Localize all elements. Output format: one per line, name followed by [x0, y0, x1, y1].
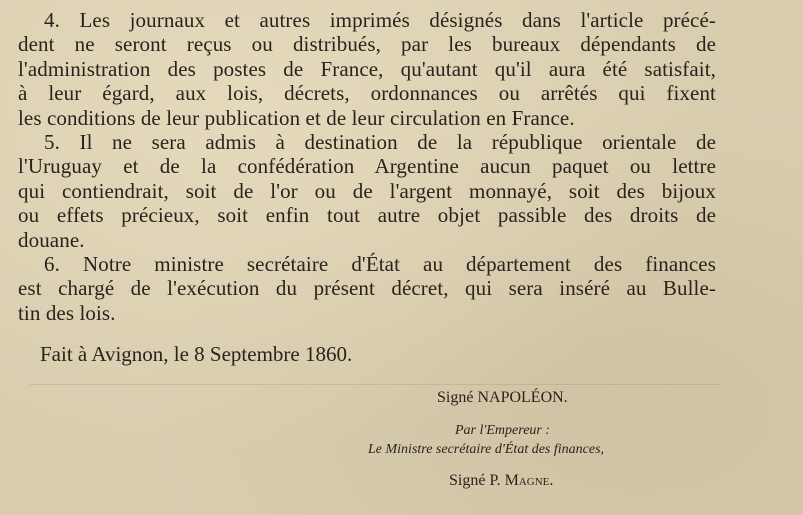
article-5-line-2: l'Uruguay et de la confédération Argentine aucun paquet ou lettre — [18, 154, 716, 179]
article-5-line-4: ou effets précieux, soit enfin tout autre objet passible des droits de — [18, 203, 716, 228]
decree-body — [18, 8, 716, 325]
signature-napoleon — [437, 389, 568, 407]
par-l-empereur: Par l'Empereur : — [455, 423, 551, 438]
article-5 — [18, 130, 716, 252]
signature-napoleon-name: NAPOLÉON. — [477, 389, 568, 406]
ministre-des-finances: Le Ministre secrétaire d'État des finances, — [368, 442, 605, 457]
article-5-line-1: 5. Il ne sera admis à destination de la république orientale de — [44, 130, 716, 155]
article-6 — [18, 252, 716, 325]
fait-a-avignon: Fait à Avignon, le 8 Septembre 1860. — [40, 342, 353, 366]
article-4-line-5: les conditions de leur publication et de leur circulation en France. — [18, 105, 575, 130]
signature-magne — [449, 472, 553, 490]
signature-magne-prefix: Signé P. — [449, 472, 505, 489]
article-5-line-3: qui contiendrait, soit de l'or ou de l'argent monnayé, soit des bijoux — [18, 178, 716, 203]
article-6-line-3: tin des lois. — [18, 300, 116, 325]
signature-magne-name: Magne. — [504, 472, 554, 489]
article-4 — [18, 8, 716, 130]
article-5-line-5: douane. — [18, 227, 85, 252]
article-4-line-1: 4. Les journaux et autres imprimés désignés dans l'article précé- — [44, 8, 716, 32]
article-4-line-3: l'administration des postes de France, qu'autant qu'il aura été satisfait, — [18, 56, 716, 81]
signature-napoleon-prefix: Signé — [437, 389, 478, 406]
article-4-line-2: dent ne seront reçus ou distribués, par les bureaux dépendants de — [18, 32, 716, 57]
article-6-line-1: 6. Notre ministre secrétaire d'État au département des finances — [44, 252, 716, 277]
article-6-line-2: est chargé de l'exécution du présent décret, qui sera inséré au Bulle- — [18, 276, 716, 301]
article-4-line-4: à leur égard, aux lois, décrets, ordonnances ou arrêtés qui fixent — [18, 81, 716, 106]
bleed-through-rule — [30, 384, 720, 385]
